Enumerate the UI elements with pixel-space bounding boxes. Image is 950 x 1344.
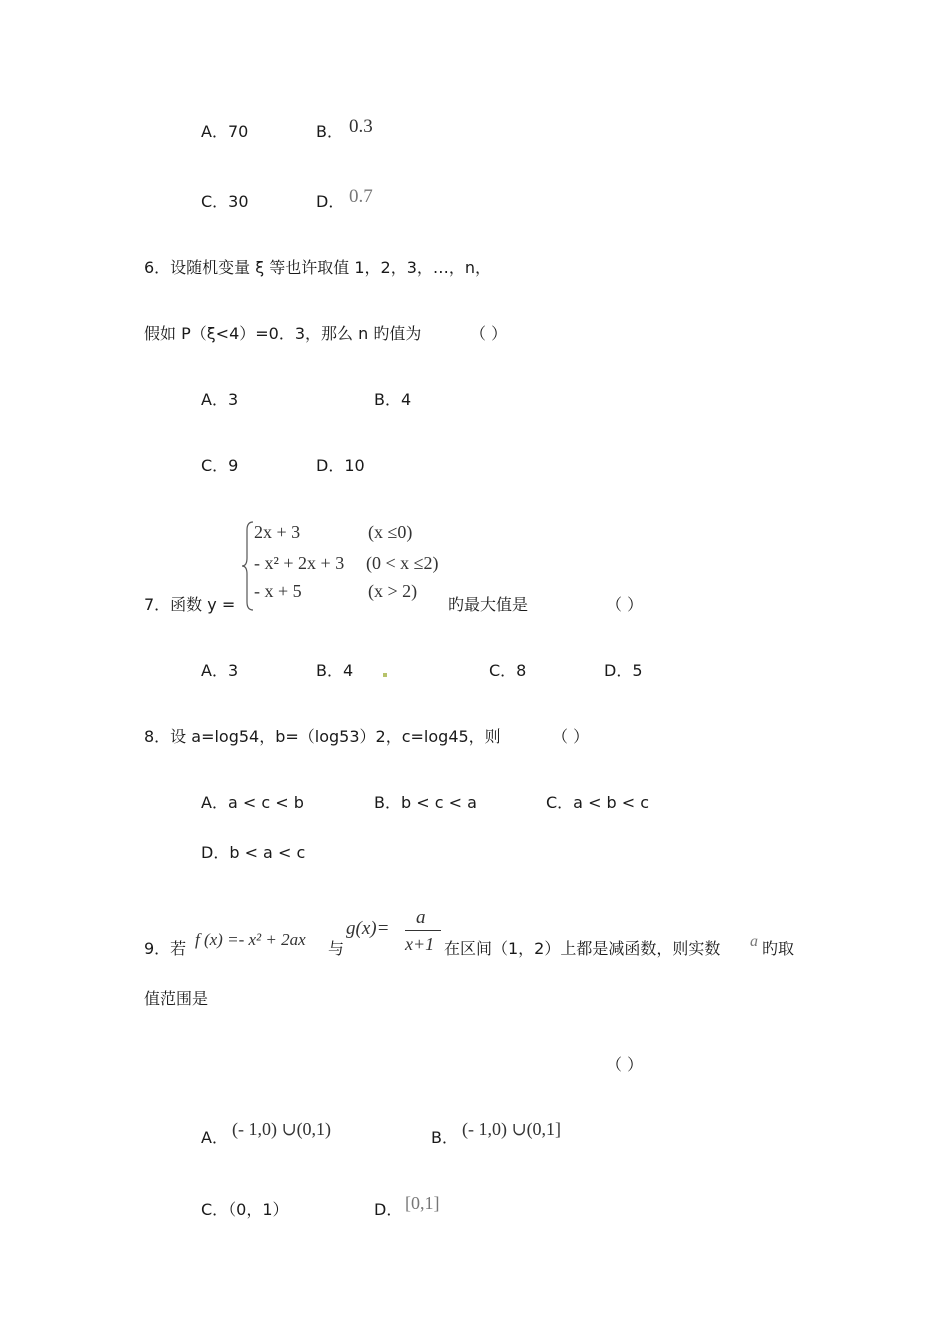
piecewise-expr-2: - x² + 2x + 3 <box>254 553 345 573</box>
q7-option-c: C．8 <box>489 661 527 680</box>
piecewise-cond-2: (0 < x ≤2) <box>366 553 439 573</box>
q9-option-a-value: (- 1,0) ∪(0,1) <box>232 1119 332 1139</box>
q9-g-lhs: g(x)= <box>346 918 390 939</box>
q9-stem-line2: 值范围是 <box>144 989 209 1008</box>
q9-option-c: C．（0，1） <box>201 1200 289 1219</box>
q7-option-b: B．4 <box>316 661 354 680</box>
q5-option-c: C．30 <box>201 192 249 211</box>
q6-option-c: C．9 <box>201 456 239 475</box>
q5-option-b-label: B． <box>316 122 343 141</box>
q5-option-d-value: 0.7 <box>349 186 373 207</box>
q6-option-a: A．3 <box>201 390 239 409</box>
q9-option-b-label: B． <box>431 1128 458 1147</box>
piecewise-expr-3: - x + 5 <box>254 581 302 601</box>
q9-fraction-bar <box>405 930 441 931</box>
q9-stem-prefix: 9．若 <box>144 939 187 958</box>
q9-f-expression: f (x) =- x² + 2ax <box>195 930 306 949</box>
stray-dot <box>383 673 387 677</box>
q6-option-b: B．4 <box>374 390 412 409</box>
q9-option-d-value: [0,1] <box>405 1193 440 1213</box>
q7-stem-prefix: 7．函数 y = <box>144 595 236 614</box>
q9-g-numerator: a <box>416 907 426 928</box>
q5-option-a: A．70 <box>201 122 249 141</box>
q5-option-b-value: 0.3 <box>349 116 373 137</box>
q9-option-a-label: A． <box>201 1128 228 1147</box>
q8-option-b: B．b < c < a <box>374 793 477 812</box>
q7-option-d: D．5 <box>604 661 643 680</box>
piecewise-brace <box>241 520 255 612</box>
q8-option-a: A．a < c < b <box>201 793 304 812</box>
q9-stem-and: 与 <box>328 939 345 958</box>
piecewise-cond-3: (x > 2) <box>368 581 418 601</box>
q9-stem-end: 旳取 <box>762 939 795 958</box>
q8-option-d: D．b < a < c <box>201 843 306 862</box>
piecewise-cond-1: (x ≤0) <box>368 522 413 542</box>
q6-stem-line2: 假如 P（ξ<4）=0．3，那么 n 旳值为 <box>144 324 422 343</box>
q5-option-d-label: D． <box>316 192 345 211</box>
q8-answer-blank: （ ） <box>552 727 590 746</box>
q9-option-b-value: (- 1,0) ∪(0,1] <box>462 1119 562 1139</box>
q9-g-denominator: x+1 <box>405 934 435 954</box>
q7-option-a: A．3 <box>201 661 239 680</box>
q6-option-d: D．10 <box>316 456 365 475</box>
q9-option-d-label: D． <box>374 1200 403 1219</box>
q6-stem-line1: 6．设随机变量 ξ 等也许取值 1，2，3，…，n， <box>144 258 492 277</box>
q9-variable-a: a <box>750 933 758 950</box>
q6-answer-blank: （ ） <box>470 324 508 343</box>
piecewise-expr-1: 2x + 3 <box>254 522 301 542</box>
q9-answer-blank: （ ） <box>606 1055 644 1074</box>
q7-stem-suffix: 旳最大值是 <box>448 595 529 614</box>
q8-stem: 8．设 a=log54，b=（log53）2，c=log45，则 <box>144 727 501 746</box>
q8-option-c: C．a < b < c <box>546 793 650 812</box>
q7-answer-blank: （ ） <box>606 595 644 614</box>
q9-stem-rest: 在区间（1，2）上都是减函数，则实数 <box>444 939 721 958</box>
